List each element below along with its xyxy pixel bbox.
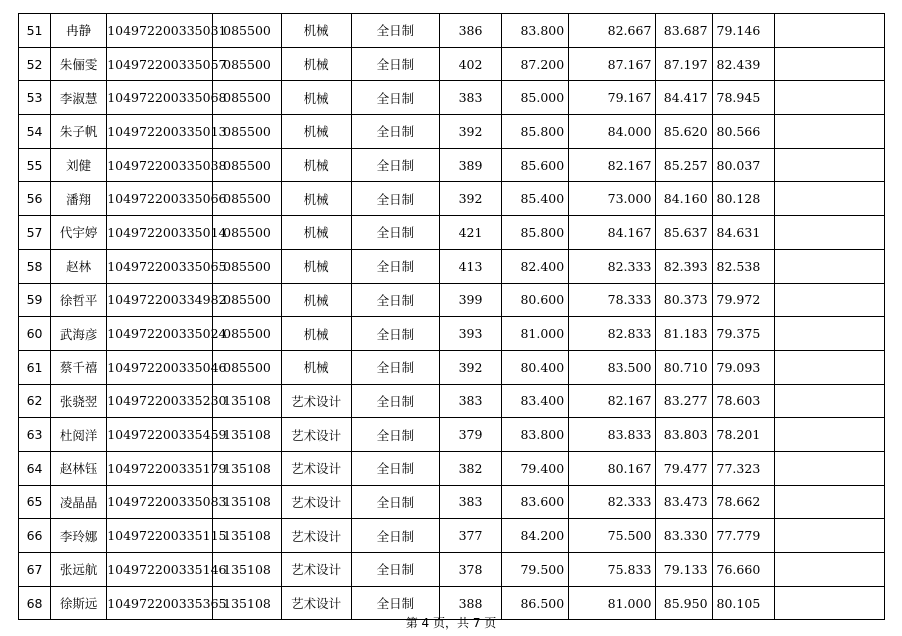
score-a-cell: 83.800 bbox=[502, 14, 569, 48]
major-code-cell: 085500 bbox=[213, 148, 281, 182]
score-c-cell: 83.803 bbox=[656, 418, 712, 452]
total-score-cell: 77.779 bbox=[712, 519, 774, 553]
major-code-cell: 085500 bbox=[213, 317, 281, 351]
table-row bbox=[19, 47, 885, 81]
student-name-cell: 潘翔 bbox=[51, 182, 107, 216]
major-name-cell: 艺术设计 bbox=[281, 451, 351, 485]
initial-score-cell: 388 bbox=[439, 586, 501, 620]
score-a-cell: 83.400 bbox=[502, 384, 569, 418]
score-a-cell: 79.500 bbox=[502, 553, 569, 587]
initial-score-cell: 386 bbox=[439, 14, 501, 48]
initial-score-cell: 402 bbox=[439, 47, 501, 81]
student-name-cell: 刘健 bbox=[51, 148, 107, 182]
student-name-cell: 李淑慧 bbox=[51, 81, 107, 115]
major-code-cell: 135108 bbox=[213, 384, 281, 418]
initial-score-cell: 421 bbox=[439, 216, 501, 250]
total-score-cell: 77.323 bbox=[712, 451, 774, 485]
initial-score-cell: 413 bbox=[439, 249, 501, 283]
initial-score-cell: 378 bbox=[439, 553, 501, 587]
total-score-cell: 80.105 bbox=[712, 586, 774, 620]
score-table bbox=[18, 13, 885, 620]
table-row bbox=[19, 182, 885, 216]
remarks-cell bbox=[774, 249, 884, 283]
study-mode-cell: 全日制 bbox=[351, 519, 439, 553]
row-number-cell: 53 bbox=[19, 81, 51, 115]
exam-number-cell: 104972200335083 bbox=[107, 485, 213, 519]
row-number-cell: 67 bbox=[19, 553, 51, 587]
score-a-cell: 84.200 bbox=[502, 519, 569, 553]
score-c-cell: 83.687 bbox=[656, 14, 712, 48]
remarks-cell bbox=[774, 216, 884, 250]
score-a-cell: 82.400 bbox=[502, 249, 569, 283]
table-row bbox=[19, 519, 885, 553]
total-score-cell: 78.662 bbox=[712, 485, 774, 519]
major-code-cell: 085500 bbox=[213, 350, 281, 384]
exam-number-cell: 104972200335146 bbox=[107, 553, 213, 587]
initial-score-cell: 392 bbox=[439, 350, 501, 384]
score-c-cell: 85.620 bbox=[656, 115, 712, 149]
student-name-cell: 朱子帆 bbox=[51, 115, 107, 149]
table-row bbox=[19, 283, 885, 317]
remarks-cell bbox=[774, 418, 884, 452]
initial-score-cell: 389 bbox=[439, 148, 501, 182]
score-b-cell: 84.167 bbox=[569, 216, 656, 250]
score-b-cell: 83.833 bbox=[569, 418, 656, 452]
row-number-cell: 54 bbox=[19, 115, 51, 149]
study-mode-cell: 全日制 bbox=[351, 451, 439, 485]
exam-number-cell: 104972200335038 bbox=[107, 148, 213, 182]
major-code-cell: 085500 bbox=[213, 182, 281, 216]
row-number-cell: 68 bbox=[19, 586, 51, 620]
major-name-cell: 机械 bbox=[281, 81, 351, 115]
study-mode-cell: 全日制 bbox=[351, 485, 439, 519]
score-c-cell: 81.183 bbox=[656, 317, 712, 351]
table-row bbox=[19, 249, 885, 283]
row-number-cell: 65 bbox=[19, 485, 51, 519]
score-a-cell: 79.400 bbox=[502, 451, 569, 485]
score-c-cell: 82.393 bbox=[656, 249, 712, 283]
remarks-cell bbox=[774, 384, 884, 418]
exam-number-cell: 104972200335057 bbox=[107, 47, 213, 81]
major-name-cell: 机械 bbox=[281, 283, 351, 317]
table-row bbox=[19, 350, 885, 384]
initial-score-cell: 377 bbox=[439, 519, 501, 553]
student-name-cell: 徐哲平 bbox=[51, 283, 107, 317]
student-name-cell: 张远航 bbox=[51, 553, 107, 587]
study-mode-cell: 全日制 bbox=[351, 283, 439, 317]
major-code-cell: 085500 bbox=[213, 249, 281, 283]
score-c-cell: 84.160 bbox=[656, 182, 712, 216]
student-name-cell: 武海彦 bbox=[51, 317, 107, 351]
student-name-cell: 冉静 bbox=[51, 14, 107, 48]
exam-number-cell: 104972200335230 bbox=[107, 384, 213, 418]
remarks-cell bbox=[774, 47, 884, 81]
study-mode-cell: 全日制 bbox=[351, 418, 439, 452]
score-a-cell: 86.500 bbox=[502, 586, 569, 620]
table-row bbox=[19, 418, 885, 452]
study-mode-cell: 全日制 bbox=[351, 182, 439, 216]
score-a-cell: 87.200 bbox=[502, 47, 569, 81]
study-mode-cell: 全日制 bbox=[351, 14, 439, 48]
major-code-cell: 135108 bbox=[213, 418, 281, 452]
remarks-cell bbox=[774, 485, 884, 519]
score-b-cell: 75.500 bbox=[569, 519, 656, 553]
major-name-cell: 艺术设计 bbox=[281, 586, 351, 620]
total-score-cell: 82.538 bbox=[712, 249, 774, 283]
major-code-cell: 135108 bbox=[213, 451, 281, 485]
major-code-cell: 135108 bbox=[213, 485, 281, 519]
total-score-cell: 76.660 bbox=[712, 553, 774, 587]
row-number-cell: 60 bbox=[19, 317, 51, 351]
major-name-cell: 机械 bbox=[281, 182, 351, 216]
total-score-cell: 84.631 bbox=[712, 216, 774, 250]
score-a-cell: 81.000 bbox=[502, 317, 569, 351]
student-name-cell: 凌晶晶 bbox=[51, 485, 107, 519]
major-name-cell: 机械 bbox=[281, 216, 351, 250]
major-code-cell: 085500 bbox=[213, 14, 281, 48]
total-score-cell: 78.201 bbox=[712, 418, 774, 452]
initial-score-cell: 393 bbox=[439, 317, 501, 351]
study-mode-cell: 全日制 bbox=[351, 384, 439, 418]
score-b-cell: 82.167 bbox=[569, 148, 656, 182]
score-a-cell: 83.600 bbox=[502, 485, 569, 519]
major-code-cell: 085500 bbox=[213, 115, 281, 149]
study-mode-cell: 全日制 bbox=[351, 350, 439, 384]
major-name-cell: 艺术设计 bbox=[281, 384, 351, 418]
score-a-cell: 85.800 bbox=[502, 216, 569, 250]
remarks-cell bbox=[774, 148, 884, 182]
initial-score-cell: 382 bbox=[439, 451, 501, 485]
study-mode-cell: 全日制 bbox=[351, 47, 439, 81]
score-a-cell: 83.800 bbox=[502, 418, 569, 452]
major-name-cell: 机械 bbox=[281, 14, 351, 48]
score-a-cell: 85.400 bbox=[502, 182, 569, 216]
score-c-cell: 87.197 bbox=[656, 47, 712, 81]
row-number-cell: 55 bbox=[19, 148, 51, 182]
exam-number-cell: 104972200335066 bbox=[107, 182, 213, 216]
score-a-cell: 80.400 bbox=[502, 350, 569, 384]
exam-number-cell: 104972200335031 bbox=[107, 14, 213, 48]
initial-score-cell: 399 bbox=[439, 283, 501, 317]
study-mode-cell: 全日制 bbox=[351, 148, 439, 182]
major-name-cell: 艺术设计 bbox=[281, 485, 351, 519]
major-code-cell: 135108 bbox=[213, 586, 281, 620]
score-b-cell: 79.167 bbox=[569, 81, 656, 115]
remarks-cell bbox=[774, 317, 884, 351]
table-row bbox=[19, 317, 885, 351]
table-row bbox=[19, 148, 885, 182]
remarks-cell bbox=[774, 283, 884, 317]
total-score-cell: 80.566 bbox=[712, 115, 774, 149]
total-score-cell: 78.603 bbox=[712, 384, 774, 418]
exam-number-cell: 104972200335013 bbox=[107, 115, 213, 149]
score-c-cell: 85.637 bbox=[656, 216, 712, 250]
row-number-cell: 66 bbox=[19, 519, 51, 553]
exam-number-cell: 104972200334982 bbox=[107, 283, 213, 317]
row-number-cell: 64 bbox=[19, 451, 51, 485]
student-name-cell: 杜阅洋 bbox=[51, 418, 107, 452]
study-mode-cell: 全日制 bbox=[351, 586, 439, 620]
score-b-cell: 84.000 bbox=[569, 115, 656, 149]
score-c-cell: 80.710 bbox=[656, 350, 712, 384]
score-b-cell: 75.833 bbox=[569, 553, 656, 587]
initial-score-cell: 392 bbox=[439, 115, 501, 149]
remarks-cell bbox=[774, 14, 884, 48]
table-row bbox=[19, 216, 885, 250]
study-mode-cell: 全日制 bbox=[351, 81, 439, 115]
remarks-cell bbox=[774, 81, 884, 115]
table-row bbox=[19, 14, 885, 48]
student-name-cell: 蔡千禧 bbox=[51, 350, 107, 384]
student-name-cell: 徐斯远 bbox=[51, 586, 107, 620]
total-score-cell: 80.128 bbox=[712, 182, 774, 216]
exam-number-cell: 104972200335459 bbox=[107, 418, 213, 452]
initial-score-cell: 379 bbox=[439, 418, 501, 452]
major-name-cell: 艺术设计 bbox=[281, 553, 351, 587]
major-code-cell: 085500 bbox=[213, 47, 281, 81]
score-c-cell: 85.257 bbox=[656, 148, 712, 182]
exam-number-cell: 104972200335065 bbox=[107, 249, 213, 283]
student-name-cell: 张骁翌 bbox=[51, 384, 107, 418]
table-row bbox=[19, 384, 885, 418]
remarks-cell bbox=[774, 553, 884, 587]
study-mode-cell: 全日制 bbox=[351, 249, 439, 283]
major-name-cell: 艺术设计 bbox=[281, 519, 351, 553]
student-name-cell: 赵林 bbox=[51, 249, 107, 283]
major-code-cell: 085500 bbox=[213, 216, 281, 250]
major-name-cell: 机械 bbox=[281, 317, 351, 351]
score-c-cell: 83.473 bbox=[656, 485, 712, 519]
student-name-cell: 李玲娜 bbox=[51, 519, 107, 553]
score-b-cell: 83.500 bbox=[569, 350, 656, 384]
page-footer: 第 4 页，共 7 页 bbox=[405, 616, 497, 630]
exam-number-cell: 104972200335115 bbox=[107, 519, 213, 553]
score-b-cell: 73.000 bbox=[569, 182, 656, 216]
row-number-cell: 62 bbox=[19, 384, 51, 418]
score-c-cell: 83.330 bbox=[656, 519, 712, 553]
major-name-cell: 机械 bbox=[281, 350, 351, 384]
score-a-cell: 85.800 bbox=[502, 115, 569, 149]
table-row bbox=[19, 485, 885, 519]
score-c-cell: 80.373 bbox=[656, 283, 712, 317]
row-number-cell: 61 bbox=[19, 350, 51, 384]
study-mode-cell: 全日制 bbox=[351, 115, 439, 149]
student-name-cell: 赵林钰 bbox=[51, 451, 107, 485]
exam-number-cell: 104972200335046 bbox=[107, 350, 213, 384]
exam-number-cell: 104972200335024 bbox=[107, 317, 213, 351]
total-score-cell: 79.972 bbox=[712, 283, 774, 317]
score-b-cell: 87.167 bbox=[569, 47, 656, 81]
exam-number-cell: 104972200335179 bbox=[107, 451, 213, 485]
table-row bbox=[19, 115, 885, 149]
major-code-cell: 135108 bbox=[213, 553, 281, 587]
exam-number-cell: 104972200335068 bbox=[107, 81, 213, 115]
student-name-cell: 代宇婷 bbox=[51, 216, 107, 250]
table-body bbox=[19, 14, 885, 620]
study-mode-cell: 全日制 bbox=[351, 317, 439, 351]
remarks-cell bbox=[774, 451, 884, 485]
initial-score-cell: 383 bbox=[439, 384, 501, 418]
remarks-cell bbox=[774, 182, 884, 216]
major-code-cell: 135108 bbox=[213, 519, 281, 553]
table-row bbox=[19, 553, 885, 587]
exam-number-cell: 104972200335014 bbox=[107, 216, 213, 250]
row-number-cell: 63 bbox=[19, 418, 51, 452]
total-score-cell: 78.945 bbox=[712, 81, 774, 115]
score-a-cell: 80.600 bbox=[502, 283, 569, 317]
total-score-cell: 79.093 bbox=[712, 350, 774, 384]
study-mode-cell: 全日制 bbox=[351, 553, 439, 587]
student-name-cell: 朱俪雯 bbox=[51, 47, 107, 81]
total-score-cell: 82.439 bbox=[712, 47, 774, 81]
total-score-cell: 79.146 bbox=[712, 14, 774, 48]
remarks-cell bbox=[774, 350, 884, 384]
row-number-cell: 51 bbox=[19, 14, 51, 48]
exam-number-cell: 104972200335365 bbox=[107, 586, 213, 620]
initial-score-cell: 383 bbox=[439, 81, 501, 115]
major-name-cell: 机械 bbox=[281, 249, 351, 283]
score-b-cell: 81.000 bbox=[569, 586, 656, 620]
major-code-cell: 085500 bbox=[213, 283, 281, 317]
row-number-cell: 58 bbox=[19, 249, 51, 283]
score-c-cell: 79.477 bbox=[656, 451, 712, 485]
score-a-cell: 85.000 bbox=[502, 81, 569, 115]
row-number-cell: 52 bbox=[19, 47, 51, 81]
table-row bbox=[19, 81, 885, 115]
row-number-cell: 56 bbox=[19, 182, 51, 216]
row-number-cell: 57 bbox=[19, 216, 51, 250]
major-code-cell: 085500 bbox=[213, 81, 281, 115]
score-b-cell: 82.167 bbox=[569, 384, 656, 418]
score-b-cell: 82.667 bbox=[569, 14, 656, 48]
score-b-cell: 82.333 bbox=[569, 249, 656, 283]
score-b-cell: 80.167 bbox=[569, 451, 656, 485]
initial-score-cell: 392 bbox=[439, 182, 501, 216]
score-b-cell: 82.333 bbox=[569, 485, 656, 519]
major-name-cell: 机械 bbox=[281, 115, 351, 149]
score-b-cell: 82.833 bbox=[569, 317, 656, 351]
score-c-cell: 85.950 bbox=[656, 586, 712, 620]
score-c-cell: 79.133 bbox=[656, 553, 712, 587]
remarks-cell bbox=[774, 115, 884, 149]
score-c-cell: 84.417 bbox=[656, 81, 712, 115]
row-number-cell: 59 bbox=[19, 283, 51, 317]
table-row bbox=[19, 451, 885, 485]
remarks-cell bbox=[774, 519, 884, 553]
score-b-cell: 78.333 bbox=[569, 283, 656, 317]
major-name-cell: 机械 bbox=[281, 47, 351, 81]
score-a-cell: 85.600 bbox=[502, 148, 569, 182]
score-c-cell: 83.277 bbox=[656, 384, 712, 418]
initial-score-cell: 383 bbox=[439, 485, 501, 519]
major-name-cell: 艺术设计 bbox=[281, 418, 351, 452]
major-name-cell: 机械 bbox=[281, 148, 351, 182]
total-score-cell: 79.375 bbox=[712, 317, 774, 351]
total-score-cell: 80.037 bbox=[712, 148, 774, 182]
study-mode-cell: 全日制 bbox=[351, 216, 439, 250]
